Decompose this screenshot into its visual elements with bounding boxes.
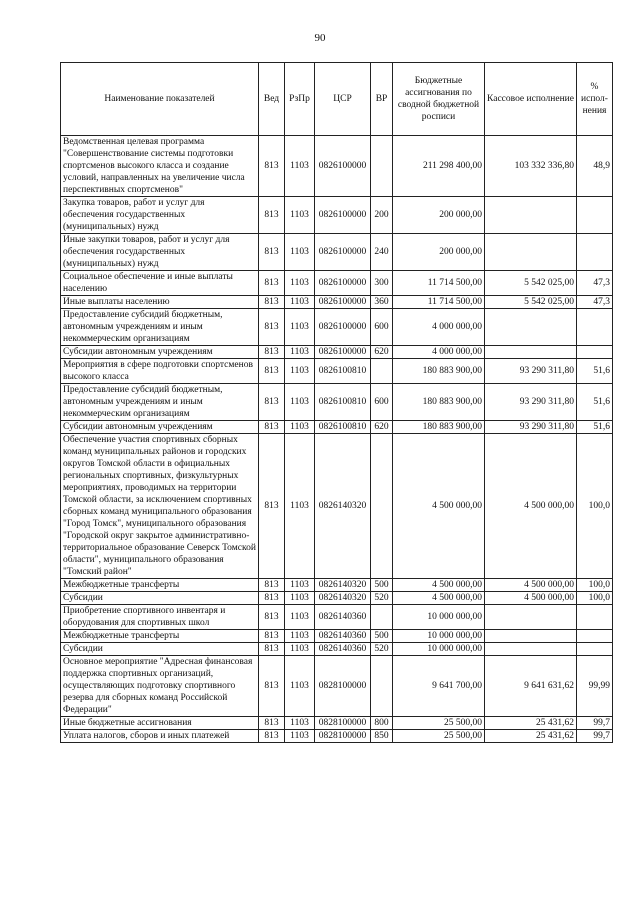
table-row: [61, 656, 613, 717]
header-rzpr: РзПр: [285, 63, 315, 136]
cell-vr: 300: [371, 271, 393, 296]
cell-ved: 813: [259, 579, 285, 592]
cell-rzpr: 1103: [285, 234, 315, 271]
cell-ved: 813: [259, 271, 285, 296]
cell-ved: 813: [259, 717, 285, 730]
cell-vr: 500: [371, 579, 393, 592]
cell-name: Мероприятия в сфере подготовки спортсменов высокого класса: [61, 359, 259, 384]
cell-allocations: 180 883 900,00: [393, 359, 485, 384]
cell-cash: 4 500 000,00: [485, 434, 577, 579]
cell-percent: [577, 643, 613, 656]
cell-vr: [371, 656, 393, 717]
cell-csr: 0826100000: [315, 197, 371, 234]
cell-vr: 600: [371, 384, 393, 421]
table-row: [61, 717, 613, 730]
cell-rzpr: 1103: [285, 730, 315, 743]
cell-name: Обеспечение участия спортивных сборных команд муниципальных районов и городских округов Томской области в официальных региональных спортивных, физкультурных мероприятиях, проводимых на территории Томской области, за исключением спортивных сборных команд муниципального образования "Город Томск", муниципального образования "Городской округ закрытое административно-территориальное образование Северск Томской области", муниципального образования "Томский район": [61, 434, 259, 579]
cell-rzpr: 1103: [285, 421, 315, 434]
cell-percent: [577, 309, 613, 346]
cell-vr: 600: [371, 309, 393, 346]
cell-cash: [485, 309, 577, 346]
header-allocations: Бюджетные ассигнования по сводной бюджетной росписи: [393, 63, 485, 136]
cell-ved: 813: [259, 296, 285, 309]
cell-cash: [485, 346, 577, 359]
cell-ved: 813: [259, 384, 285, 421]
cell-cash: 93 290 311,80: [485, 359, 577, 384]
cell-csr: 0826100000: [315, 296, 371, 309]
budget-table: [60, 62, 613, 743]
cell-ved: 813: [259, 434, 285, 579]
header-csr: ЦСР: [315, 63, 371, 136]
cell-name: Иные бюджетные ассигнования: [61, 717, 259, 730]
cell-rzpr: 1103: [285, 384, 315, 421]
page-number: 90: [314, 32, 326, 44]
cell-rzpr: 1103: [285, 296, 315, 309]
header-vr: ВР: [371, 63, 393, 136]
cell-cash: [485, 630, 577, 643]
header-percent: % испол-нения: [577, 63, 613, 136]
cell-vr: [371, 434, 393, 579]
cell-csr: 0828100000: [315, 730, 371, 743]
header-cash: Кассовое исполнение: [485, 63, 577, 136]
table-row: [61, 643, 613, 656]
cell-rzpr: 1103: [285, 346, 315, 359]
cell-ved: 813: [259, 656, 285, 717]
cell-rzpr: 1103: [285, 359, 315, 384]
cell-percent: 48,9: [577, 136, 613, 197]
cell-allocations: 180 883 900,00: [393, 384, 485, 421]
cell-rzpr: 1103: [285, 136, 315, 197]
cell-percent: 47,3: [577, 271, 613, 296]
cell-vr: [371, 136, 393, 197]
cell-vr: 800: [371, 717, 393, 730]
cell-csr: 0826140360: [315, 630, 371, 643]
table-body: [61, 136, 613, 743]
table-row: [61, 136, 613, 197]
cell-allocations: 10 000 000,00: [393, 643, 485, 656]
cell-vr: 620: [371, 421, 393, 434]
cell-cash: 9 641 631,62: [485, 656, 577, 717]
cell-allocations: 4 500 000,00: [393, 434, 485, 579]
cell-rzpr: 1103: [285, 656, 315, 717]
cell-rzpr: 1103: [285, 434, 315, 579]
table-row: [61, 309, 613, 346]
cell-rzpr: 1103: [285, 630, 315, 643]
cell-csr: 0826100000: [315, 136, 371, 197]
cell-name: Уплата налогов, сборов и иных платежей: [61, 730, 259, 743]
cell-vr: 240: [371, 234, 393, 271]
cell-csr: 0826140320: [315, 579, 371, 592]
cell-allocations: 180 883 900,00: [393, 421, 485, 434]
cell-allocations: 211 298 400,00: [393, 136, 485, 197]
cell-cash: 93 290 311,80: [485, 384, 577, 421]
cell-percent: 100,0: [577, 579, 613, 592]
table-row: [61, 592, 613, 605]
table-row: [61, 271, 613, 296]
cell-cash: [485, 234, 577, 271]
cell-csr: 0828100000: [315, 656, 371, 717]
cell-ved: 813: [259, 730, 285, 743]
cell-name: Ведомственная целевая программа "Совершенствование системы подготовки спортсменов высокого класса и создание условий, направленных на увеличение числа перспективных спортсменов": [61, 136, 259, 197]
cell-cash: [485, 197, 577, 234]
cell-vr: 500: [371, 630, 393, 643]
cell-percent: [577, 630, 613, 643]
cell-cash: [485, 605, 577, 630]
cell-csr: 0826100000: [315, 234, 371, 271]
cell-cash: 5 542 025,00: [485, 271, 577, 296]
cell-allocations: 9 641 700,00: [393, 656, 485, 717]
table-row: [61, 296, 613, 309]
cell-ved: 813: [259, 346, 285, 359]
cell-vr: 360: [371, 296, 393, 309]
table-row: [61, 630, 613, 643]
cell-rzpr: 1103: [285, 643, 315, 656]
cell-vr: 520: [371, 592, 393, 605]
cell-csr: 0826100810: [315, 421, 371, 434]
cell-ved: 813: [259, 197, 285, 234]
cell-ved: 813: [259, 136, 285, 197]
cell-ved: 813: [259, 643, 285, 656]
cell-rzpr: 1103: [285, 605, 315, 630]
cell-ved: 813: [259, 605, 285, 630]
cell-cash: 4 500 000,00: [485, 579, 577, 592]
cell-cash: 25 431,62: [485, 717, 577, 730]
cell-rzpr: 1103: [285, 309, 315, 346]
cell-percent: [577, 346, 613, 359]
cell-name: Субсидии автономным учреждениям: [61, 346, 259, 359]
cell-cash: 5 542 025,00: [485, 296, 577, 309]
table-row: [61, 434, 613, 579]
table-row: [61, 421, 613, 434]
cell-vr: 520: [371, 643, 393, 656]
cell-percent: 51,6: [577, 421, 613, 434]
cell-vr: [371, 605, 393, 630]
table-row: [61, 730, 613, 743]
cell-csr: 0826100810: [315, 359, 371, 384]
cell-cash: [485, 643, 577, 656]
cell-name: Основное мероприятие "Адресная финансовая поддержка спортивных организаций, осуществляющих подготовку спортивного резерва для сборных команд Российской Федерации": [61, 656, 259, 717]
cell-rzpr: 1103: [285, 197, 315, 234]
cell-name: Субсидии автономным учреждениям: [61, 421, 259, 434]
cell-ved: 813: [259, 234, 285, 271]
cell-ved: 813: [259, 630, 285, 643]
cell-name: Субсидии: [61, 592, 259, 605]
cell-csr: 0826100000: [315, 346, 371, 359]
cell-percent: 100,0: [577, 434, 613, 579]
cell-name: Социальное обеспечение и иные выплаты населению: [61, 271, 259, 296]
cell-percent: 51,6: [577, 384, 613, 421]
cell-allocations: 11 714 500,00: [393, 296, 485, 309]
cell-rzpr: 1103: [285, 579, 315, 592]
table-row: [61, 359, 613, 384]
cell-name: Межбюджетные трансферты: [61, 579, 259, 592]
cell-allocations: 200 000,00: [393, 234, 485, 271]
header-ved: Вед: [259, 63, 285, 136]
table-row: [61, 579, 613, 592]
cell-allocations: 11 714 500,00: [393, 271, 485, 296]
cell-vr: 850: [371, 730, 393, 743]
cell-percent: [577, 605, 613, 630]
cell-ved: 813: [259, 309, 285, 346]
cell-name: Предоставление субсидий бюджетным, автономным учреждениям и иным некоммерческим организациям: [61, 384, 259, 421]
cell-allocations: 10 000 000,00: [393, 630, 485, 643]
cell-rzpr: 1103: [285, 717, 315, 730]
cell-percent: 99,99: [577, 656, 613, 717]
cell-vr: [371, 359, 393, 384]
cell-csr: 0826140320: [315, 592, 371, 605]
table-header-row: [61, 63, 613, 136]
cell-allocations: 25 500,00: [393, 717, 485, 730]
cell-rzpr: 1103: [285, 271, 315, 296]
cell-csr: 0826140360: [315, 605, 371, 630]
table-row: [61, 605, 613, 630]
cell-name: Иные выплаты населению: [61, 296, 259, 309]
cell-name: Предоставление субсидий бюджетным, автономным учреждениям и иным некоммерческим организациям: [61, 309, 259, 346]
cell-cash: 93 290 311,80: [485, 421, 577, 434]
cell-vr: 620: [371, 346, 393, 359]
cell-percent: 100,0: [577, 592, 613, 605]
cell-csr: 0826140320: [315, 434, 371, 579]
cell-name: Приобретение спортивного инвентаря и оборудования для спортивных школ: [61, 605, 259, 630]
cell-cash: 103 332 336,80: [485, 136, 577, 197]
cell-percent: 99,7: [577, 730, 613, 743]
cell-name: Иные закупки товаров, работ и услуг для обеспечения государственных (муниципальных) нужд: [61, 234, 259, 271]
cell-csr: 0826100000: [315, 271, 371, 296]
cell-allocations: 200 000,00: [393, 197, 485, 234]
cell-allocations: 4 500 000,00: [393, 579, 485, 592]
cell-percent: [577, 197, 613, 234]
header-name: Наименование показателей: [61, 63, 259, 136]
cell-allocations: 25 500,00: [393, 730, 485, 743]
cell-ved: 813: [259, 421, 285, 434]
cell-allocations: 4 000 000,00: [393, 309, 485, 346]
cell-cash: 25 431,62: [485, 730, 577, 743]
cell-csr: 0826100000: [315, 309, 371, 346]
cell-vr: 200: [371, 197, 393, 234]
cell-name: Субсидии: [61, 643, 259, 656]
cell-ved: 813: [259, 592, 285, 605]
cell-rzpr: 1103: [285, 592, 315, 605]
cell-name: Межбюджетные трансферты: [61, 630, 259, 643]
cell-name: Закупка товаров, работ и услуг для обеспечения государственных (муниципальных) нужд: [61, 197, 259, 234]
cell-percent: [577, 234, 613, 271]
cell-allocations: 4 000 000,00: [393, 346, 485, 359]
cell-ved: 813: [259, 359, 285, 384]
cell-percent: 99,7: [577, 717, 613, 730]
table-row: [61, 197, 613, 234]
cell-csr: 0826140360: [315, 643, 371, 656]
cell-allocations: 10 000 000,00: [393, 605, 485, 630]
cell-cash: 4 500 000,00: [485, 592, 577, 605]
cell-csr: 0826100810: [315, 384, 371, 421]
table-row: [61, 384, 613, 421]
cell-csr: 0828100000: [315, 717, 371, 730]
cell-percent: 47,3: [577, 296, 613, 309]
table-row: [61, 346, 613, 359]
cell-percent: 51,6: [577, 359, 613, 384]
table-row: [61, 234, 613, 271]
cell-allocations: 4 500 000,00: [393, 592, 485, 605]
